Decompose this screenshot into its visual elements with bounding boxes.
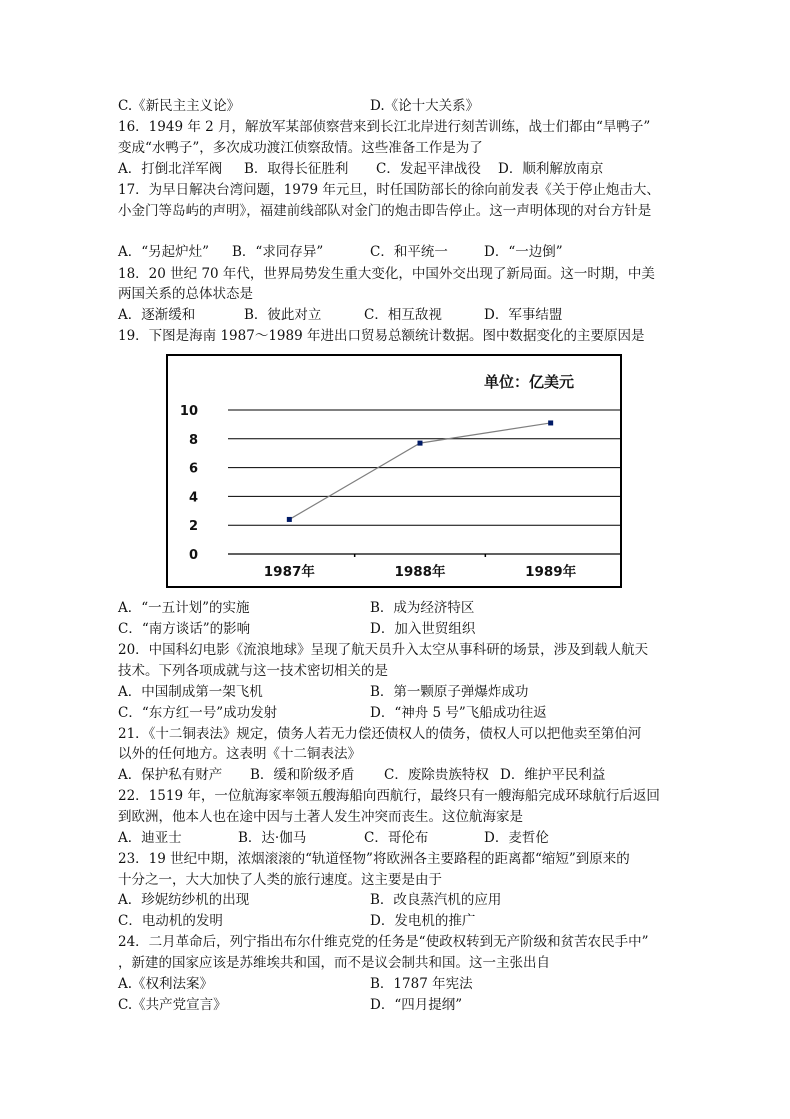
- q20-option-c: C．“东方红一号”成功发射: [118, 705, 278, 721]
- q19-option-b: B．成为经济特区: [370, 600, 475, 616]
- chart-y-tick-label: 8: [188, 432, 198, 448]
- q21-stem-line2: 以外的任何地方。这表明《十二铜表法》: [118, 746, 361, 762]
- chart-x-tick-label: 1989年: [525, 564, 577, 580]
- q21-option-c: C．废除贵族特权: [384, 767, 489, 783]
- q15-option-c: C.《新民主主义论》: [118, 98, 241, 114]
- q18-stem-line2: 两国关系的总体状态是: [118, 286, 253, 302]
- q16-option-c: C．发起平津战役: [376, 161, 481, 177]
- q19-stem-line1: 19．下图是海南 1987～1989 年进出口贸易总额统计数据。图中数据变化的主要原因是: [118, 328, 645, 344]
- q23-stem-line2: 十分之一，大大加快了人类的旅行速度。这主要是由于: [118, 872, 442, 888]
- q17-stem-line1: 17．为早日解决台湾问题，1979 年元旦，时任国防部长的徐向前发表《关于停止炮击大、: [118, 182, 660, 198]
- q24-stem-line1: 24．二月革命后，列宁指出布尔什维克党的任务是“使政权转到无产阶级和贫苦农民手中”: [118, 934, 649, 950]
- chart-y-tick-label: 10: [179, 404, 198, 419]
- q24-option-a: A.《权利法案》: [118, 976, 214, 992]
- chart-y-tick-label: 2: [188, 519, 198, 535]
- q16-option-a: A．打倒北洋军阀: [118, 161, 223, 177]
- q17-stem-line2: 小金门等岛屿的声明》，福建前线部队对金门的炮击即告停止。这一声明体现的对台方针是: [118, 203, 652, 219]
- q24-option-d: D．“四月提纲”: [370, 997, 463, 1013]
- q22-option-d: D．麦哲伦: [484, 830, 549, 846]
- q23-option-d: D．发电机的推广: [370, 913, 476, 929]
- chart-y-tick-label: 0: [188, 548, 198, 563]
- q22-option-a: A．迪亚士: [118, 830, 182, 846]
- q17-option-a: A．“另起炉灶”: [118, 244, 210, 260]
- q23-option-b: B．改良蒸汽机的应用: [370, 892, 502, 908]
- q19-option-c: C．“南方谈话”的影响: [118, 621, 251, 637]
- q20-option-b: B．第一颗原子弹爆炸成功: [370, 684, 529, 700]
- chart-y-tick-label: 4: [188, 490, 198, 506]
- chart-y-tick-label: 6: [188, 461, 198, 477]
- q17-option-c: C．和平统一: [370, 244, 448, 260]
- chart-series-line: [289, 423, 550, 519]
- q24-option-b: B．1787 年宪法: [370, 976, 473, 992]
- q20-stem-line2: 技术。下列各项成就与这一技术密切相关的是: [118, 663, 388, 679]
- q19-option-a: A．“一五计划”的实施: [118, 600, 250, 616]
- q23-option-a: A．珍妮纺纱机的出现: [118, 892, 250, 908]
- q18-option-d: D．军事结盟: [484, 307, 563, 323]
- q17-option-b: B．“求同存异”: [232, 244, 324, 260]
- chart-data-point: [287, 517, 292, 522]
- q16-option-b: B．取得长征胜利: [244, 161, 349, 177]
- q20-option-d: D．“神舟 5 号”飞船成功往返: [370, 705, 547, 721]
- q18-option-c: C．相互敌视: [364, 307, 442, 323]
- q16-stem-line2: 变成“水鸭子”，多次成功渡江侦察敌情。这些准备工作是为了: [118, 140, 483, 156]
- chart-data-point: [418, 441, 423, 446]
- q21-stem-line1: 21．《十二铜表法》规定，债务人若无力偿还债权人的债务，债权人可以把他卖至第伯河: [118, 726, 642, 742]
- q21-option-d: D．维护平民利益: [500, 767, 606, 783]
- q16-option-d: D．顺利解放南京: [498, 161, 604, 177]
- chart-x-tick-label: 1988年: [394, 564, 446, 580]
- q22-option-c: C．哥伦布: [364, 830, 429, 846]
- q19-option-d: D．加入世贸组织: [370, 621, 476, 637]
- q24-option-c: C.《共产党宣言》: [118, 997, 227, 1013]
- trade-line-chart: [168, 356, 620, 586]
- q16-stem-line1: 16．1949 年 2 月，解放军某部侦察营来到长江北岸进行刻苦训练，战士们都由“旱鸭子”: [118, 119, 651, 135]
- q15-option-d: D.《论十大关系》: [370, 98, 480, 114]
- q20-option-a: A．中国制成第一架飞机: [118, 684, 263, 700]
- q21-option-a: A．保护私有财产: [118, 767, 223, 783]
- q18-option-b: B．彼此对立: [244, 307, 322, 323]
- chart-data-point: [548, 420, 553, 425]
- chart-x-tick-label: 1987年: [263, 564, 315, 580]
- chart-unit-label: 单位：亿美元: [484, 373, 575, 391]
- q22-stem-line2: 到欧洲，他本人也在途中因与土著人发生冲突而丧生。这位航海家是: [118, 809, 523, 825]
- q20-stem-line1: 20．中国科幻电影《流浪地球》呈现了航天员升入太空从事科研的场景，涉及到载人航天: [118, 642, 649, 658]
- q23-stem-line1: 23．19 世纪中期，浓烟滚滚的“轨道怪物”将欧洲各主要路程的距离都“缩短”到原来的: [118, 851, 630, 867]
- q18-option-a: A．逐渐缓和: [118, 307, 196, 323]
- q21-option-b: B．缓和阶级矛盾: [250, 767, 355, 783]
- q24-stem-line2: ，新建的国家应该是苏维埃共和国，而不是议会制共和国。这一主张出自: [118, 955, 550, 971]
- q18-stem-line1: 18．20 世纪 70 年代，世界局势发生重大变化，中国外交出现了新局面。这一时期，中美: [118, 266, 655, 282]
- q22-option-b: B．达·伽马: [238, 830, 307, 846]
- q22-stem-line1: 22．1519 年，一位航海家率领五艘海船向西航行，最终只有一艘海船完成环球航行后返回: [118, 788, 660, 804]
- trade-chart: [166, 354, 622, 588]
- q23-option-c: C．电动机的发明: [118, 913, 223, 929]
- q17-option-d: D．“一边倒”: [484, 244, 563, 260]
